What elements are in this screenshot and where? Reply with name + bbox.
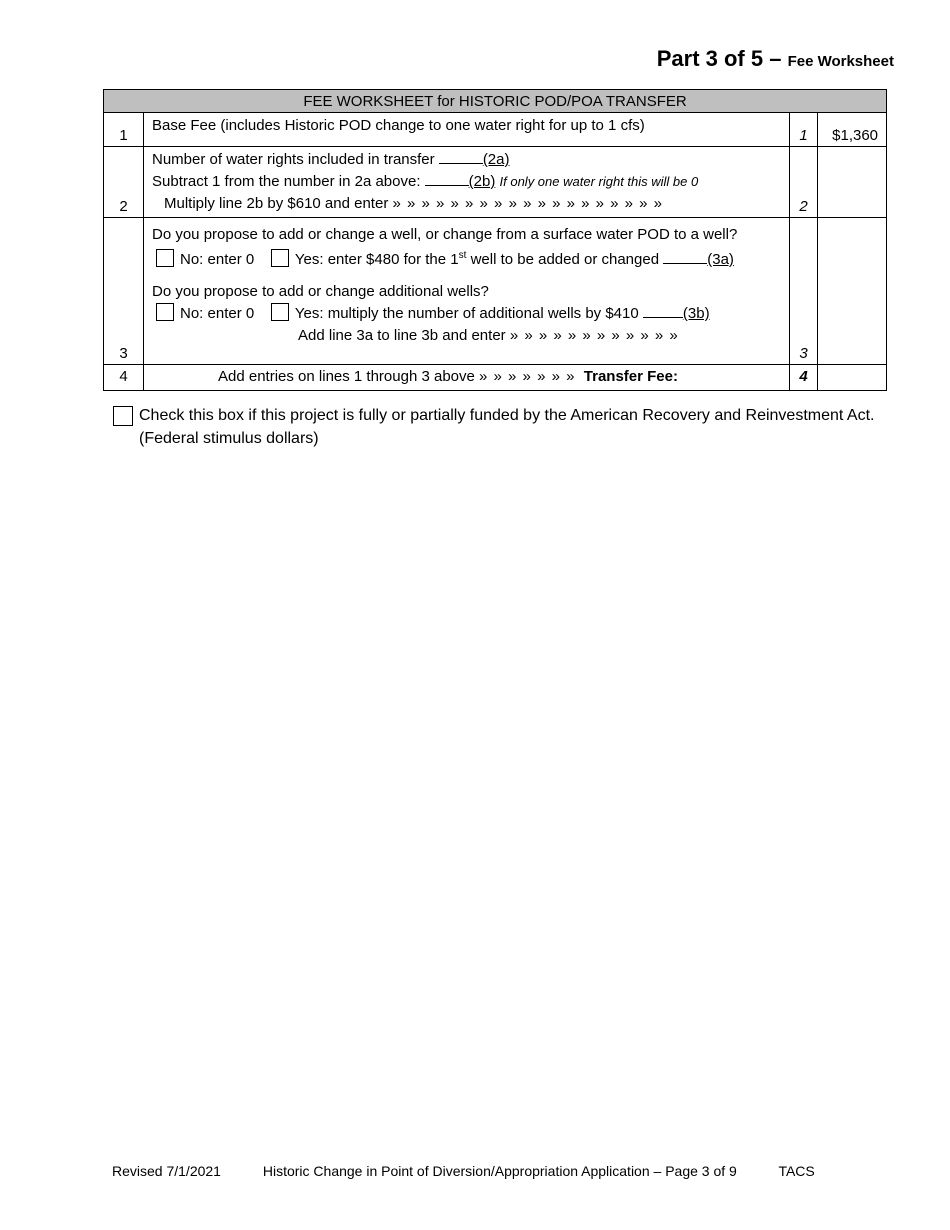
- additional-no-checkbox[interactable]: [156, 303, 174, 321]
- water-rights-count-label: Number of water rights included in transfer: [152, 151, 435, 168]
- row-4-number: 4: [104, 365, 144, 391]
- well-no-checkbox[interactable]: [156, 249, 174, 267]
- row-1-number: 1: [104, 113, 144, 147]
- add-3a-3b-line: [152, 325, 781, 347]
- part-subtitle: Fee Worksheet: [787, 53, 894, 70]
- water-rights-count-line: [152, 149, 781, 171]
- additional-wells-options-line: [152, 303, 781, 325]
- add-3a-3b-label: Add line 3a to line 3b and enter: [298, 327, 506, 344]
- row-1-description: [144, 113, 790, 147]
- row-3-amount[interactable]: [818, 218, 887, 365]
- row-1-ref: 1: [790, 113, 818, 147]
- footer-title: Historic Change in Point of Diversion/Appropriation Application – Page 3 of 9: [262, 1163, 737, 1179]
- additional-wells-question: Do you propose to add or change additional wells?: [152, 283, 489, 300]
- transfer-fee-arrows: » » » » » » »: [479, 368, 576, 385]
- part-label: Part 3 of 5 –: [656, 46, 782, 71]
- well-yes-label-post: well to be added or changed: [466, 251, 660, 268]
- well-question: Do you propose to add or change a well, or change from a surface water POD to a well?: [152, 226, 738, 243]
- row-4: [104, 365, 887, 391]
- multiply-label: Multiply line 2b by $610 and enter: [164, 195, 389, 212]
- row-2-ref: 2: [790, 147, 818, 218]
- additional-yes-checkbox[interactable]: [271, 303, 289, 321]
- subtract-note: If only one water right this will be 0: [499, 174, 699, 189]
- stimulus-section: [113, 404, 903, 450]
- well-yes-sup: st: [458, 250, 467, 261]
- row-2-number: 2: [104, 147, 144, 218]
- well-no-label: No: enter 0: [180, 251, 255, 268]
- stimulus-checkbox[interactable]: [113, 406, 133, 426]
- part-header: [657, 46, 894, 72]
- row-2: [104, 147, 887, 218]
- code-3a: (3a): [707, 251, 734, 268]
- row-3-ref: 3: [790, 218, 818, 365]
- footer-revised: Revised 7/1/2021: [112, 1163, 221, 1179]
- row-4-ref: 4: [790, 365, 818, 391]
- transfer-fee-line: [152, 366, 781, 388]
- row-2-description: [144, 147, 790, 218]
- additional-no-label: No: enter 0: [180, 305, 255, 322]
- multiply-arrows: » » » » » » » » » » » » » » » » » » »: [392, 195, 664, 212]
- base-fee-text: Base Fee (includes Historic POD change to one water right for up to 1 cfs): [152, 117, 645, 134]
- row-1: [104, 113, 887, 147]
- add-3a-3b-arrows: » » » » » » » » » » » »: [509, 327, 679, 344]
- code-3b: (3b): [682, 305, 710, 322]
- well-options-line: [152, 245, 781, 271]
- well-yes-checkbox[interactable]: [271, 249, 289, 267]
- row-4-description: [144, 365, 790, 391]
- transfer-fee-label: Transfer Fee:: [583, 368, 678, 385]
- row-3: [104, 218, 887, 365]
- code-2a: (2a): [482, 151, 510, 168]
- transfer-fee-text: Add entries on lines 1 through 3 above: [218, 368, 475, 385]
- footer-code: TACS: [778, 1163, 815, 1179]
- subtract-field[interactable]: [425, 171, 469, 186]
- worksheet-title: FEE WORKSHEET for HISTORIC POD/POA TRANSFER: [104, 90, 887, 113]
- row-1-amount: $1,360: [818, 113, 887, 147]
- fee-worksheet-table: [103, 89, 887, 391]
- worksheet-title-row: [104, 90, 887, 113]
- multiply-line: [152, 193, 781, 215]
- code-2b: (2b): [468, 173, 496, 190]
- stimulus-text: Check this box if this project is fully or partially funded by the American Recovery and Reinvestment Act. (Federal stimulus dollars): [139, 407, 875, 447]
- row-4-amount[interactable]: [818, 365, 887, 391]
- page-footer: [112, 1163, 853, 1179]
- additional-yes-label: Yes: multiply the number of additional wells by $410: [294, 305, 639, 322]
- subtract-label: Subtract 1 from the number in 2a above:: [152, 173, 421, 190]
- row-2-amount[interactable]: [818, 147, 887, 218]
- well-3a-field[interactable]: [663, 249, 707, 264]
- well-yes-label-pre: Yes: enter $480 for the 1: [294, 251, 459, 268]
- subtract-line: [152, 171, 781, 193]
- water-rights-count-field[interactable]: [439, 149, 483, 164]
- row-3-description: [144, 218, 790, 365]
- row-3-number: 3: [104, 218, 144, 365]
- well-3b-field[interactable]: [643, 303, 683, 318]
